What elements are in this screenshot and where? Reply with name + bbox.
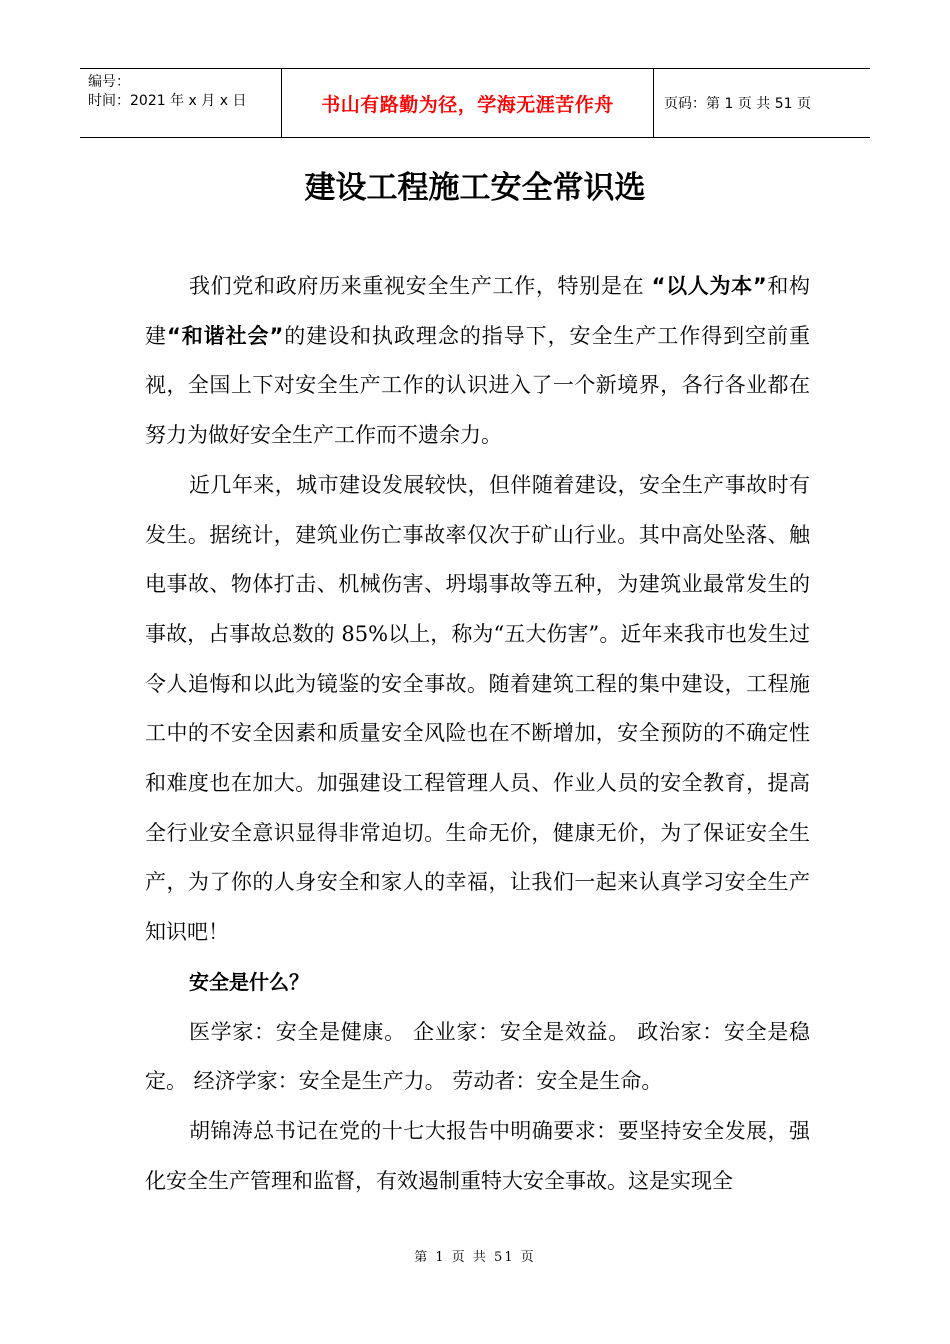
p1-text-b: 和构建 [145, 274, 810, 348]
motto: 书山有路勤为径，学海无涯苦作舟 [321, 93, 614, 116]
header-motto-cell [281, 69, 654, 137]
paragraph-1 [145, 262, 810, 461]
document-title: 建设工程施工安全常识选 [304, 170, 646, 206]
p1-text-c: 的建设和执政理念的指导下，安全生产工作得到空前重视，全国上下对安全生产工作的认识进入了一个新境界，各行各业都在努力为做好安全生产工作而不遗余力。 [145, 323, 811, 448]
header-table [80, 68, 870, 138]
time-label: 时间：2021 年 x 月 x 日 [88, 93, 247, 109]
header-left-cell [80, 69, 281, 137]
p1-quote-2: “和谐社会” [166, 323, 284, 348]
p1-text-a: 我们党和政府历来重视安全生产工作，特别是在 [189, 274, 652, 298]
p1-quote-1: “以人为本” [651, 274, 767, 298]
number-label: 编号： [88, 74, 130, 90]
page-footer: 第 1 页 共 51 页 [414, 1250, 536, 1265]
header-page-cell [654, 69, 870, 137]
paragraph-4: 胡锦涛总书记在党的十七大报告中明确要求：要坚持安全发展，强化安全生产管理和监督，有效遏制重特大安全事故。这是实现全 [145, 1118, 810, 1193]
paragraph-2: 近几年来，城市建设发展较快，但伴随着建设，安全生产事故时有发生。据统计，建筑业伤亡事故率仅次于矿山行业。其中高处坠落、触电事故、物体打击、机械伤害、坍塌事故等五种，为建筑业最常发生的事故，占事故总数的 85%以上，称为“五大伤害”。近年来我市也发生过令人追悔和以此为镜鉴的安全事故。随着建筑工程的集中建设，工程施工中的不安全因素和质量安全风险也在不断增加，安全预防的不确定性和难度也在加大。加强建设工程管理人员、作业人员的安全教育，提高全行业安全意识显得非常迫切。生命无价，健康无价，为了保证安全生产，为了你的人身安全和家人的幸福，让我们一起来认真学习安全生产知识吧！ [145, 472, 810, 945]
page-info: 页码：第 1 页 共 51 页 [664, 96, 811, 112]
paragraph-3: 医学家：安全是健康。 企业家：安全是效益。 政治家：安全是稳定。 经济学家：安全是生产力。 劳动者：安全是生命。 [145, 1019, 810, 1094]
section-heading: 安全是什么？ [189, 969, 309, 994]
document-body [145, 262, 810, 1206]
